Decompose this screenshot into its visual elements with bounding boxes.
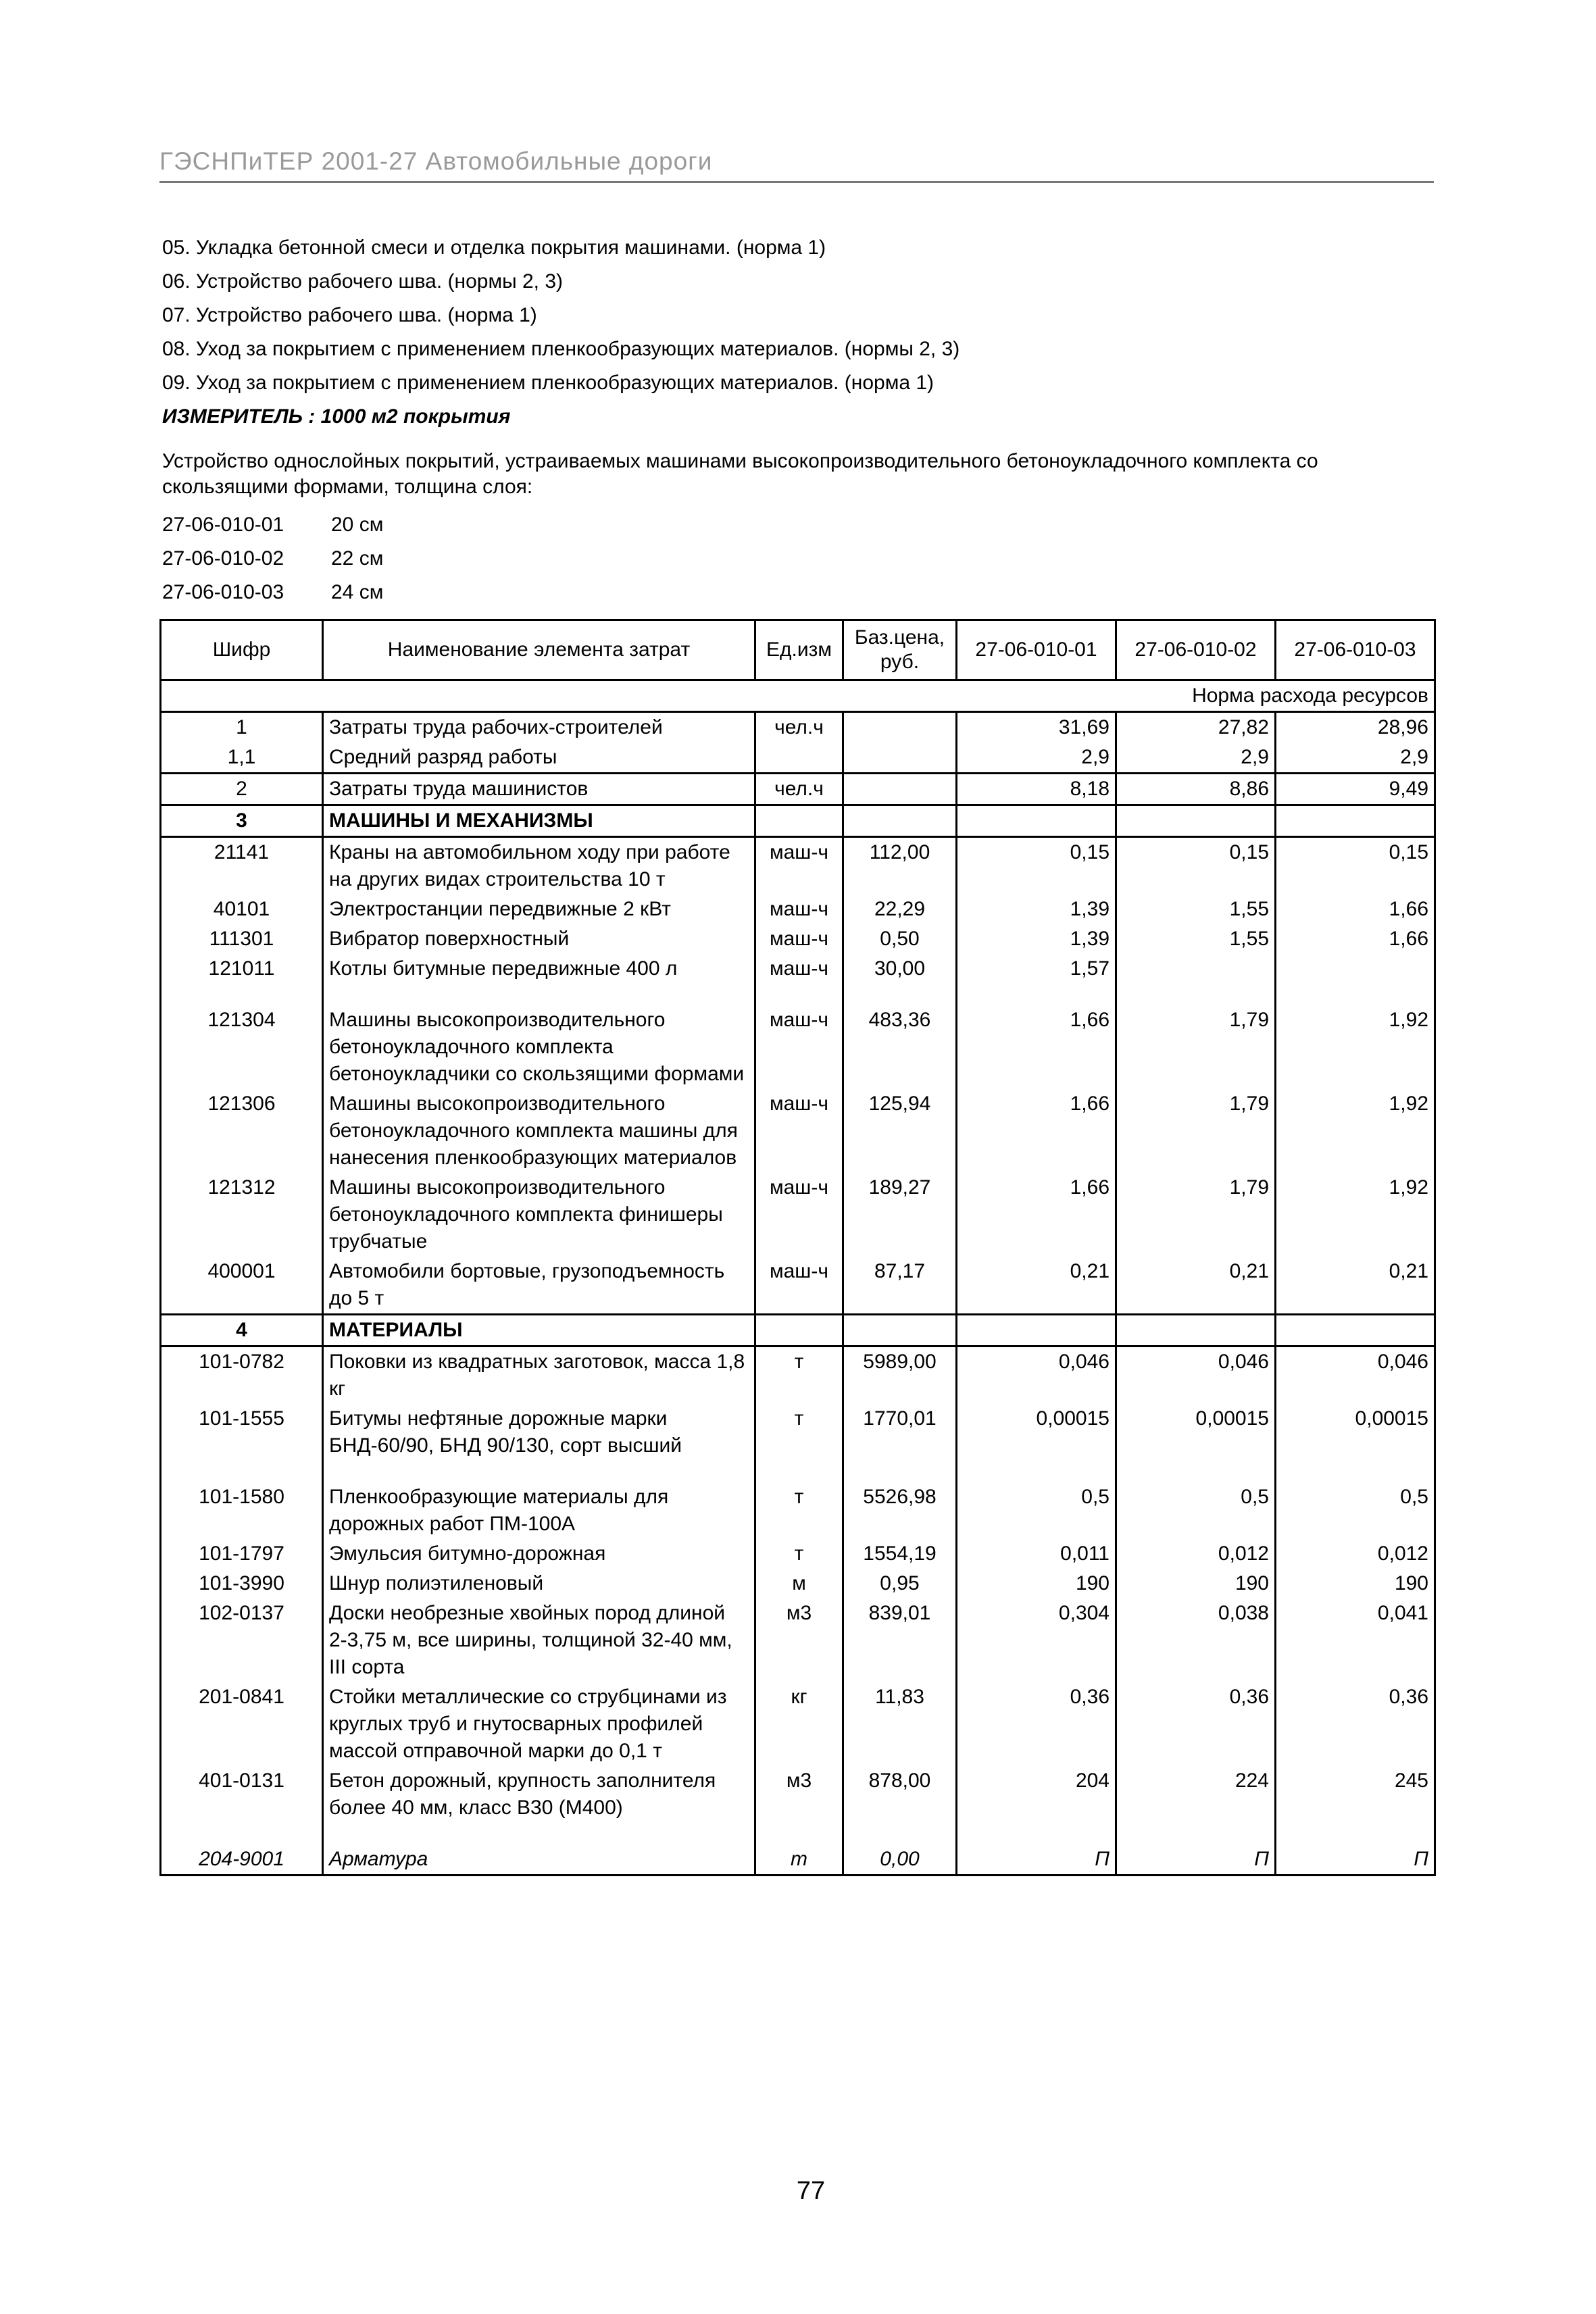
cell-unit: маш-ч [755,1173,843,1257]
cell-norm-2 [1116,954,1276,1005]
cell-code: 1 [161,712,323,743]
cell-norm-1: 0,046 [957,1347,1116,1405]
cell-norm-3: 28,96 [1276,712,1435,743]
cell-unit: маш-ч [755,1005,843,1089]
work-item: 09. Уход за покрытием с применением пленкообразующих материалов. (норма 1) [162,372,934,394]
cell-code: 400001 [161,1257,323,1315]
cell-code: 4 [161,1315,323,1347]
cell-norm-3: 1,66 [1276,924,1435,954]
cell-norm-3: П [1276,1844,1435,1876]
cell-norm-3: 0,21 [1276,1257,1435,1315]
norm-code: 27-06-010-01 [162,513,284,536]
cell-name: Автомобили бортовые, грузоподъемность до 5 т [323,1257,755,1315]
cell-unit [755,1315,843,1347]
cell-unit: м [755,1569,843,1599]
cell-code: 101-1797 [161,1539,323,1569]
table-row [161,924,1435,954]
cell-code: 111301 [161,924,323,954]
table-row [161,1347,1435,1405]
cell-norm-2: 0,36 [1116,1682,1276,1766]
intro-block [162,231,1446,609]
cell-norm-2: 224 [1116,1766,1276,1844]
cell-name: Вибратор поверхностный [323,924,755,954]
cell-name: Эмульсия битумно-дорожная [323,1539,755,1569]
cell-price: 87,17 [843,1257,957,1315]
cell-code: 1,1 [161,743,323,774]
cell-norm-2: 190 [1116,1569,1276,1599]
cell-norm-1: 0,304 [957,1599,1116,1682]
cell-norm-3: 1,92 [1276,1173,1435,1257]
layer-thickness: 24 см [331,581,384,603]
thickness-row [162,508,1446,542]
cell-norm-1: 0,15 [957,837,1116,895]
cell-norm-3 [1276,954,1435,1005]
cell-norm-2 [1116,805,1276,837]
table-row [161,1482,1435,1539]
measure-unit: ИЗМЕРИТЕЛЬ : 1000 м2 покрытия [162,405,511,428]
cell-name: Стойки металлические со струбцинами из круглых труб и гнутосварных профилей массой отправочной марки до 0,1 т [323,1682,755,1766]
cell-unit: т [755,1539,843,1569]
running-header: ГЭСНПиТЕР 2001-27 Автомобильные дороги [159,147,713,175]
cell-norm-1: 1,57 [957,954,1116,1005]
cell-code: 3 [161,805,323,837]
cell-norm-3: 0,36 [1276,1682,1435,1766]
cell-norm-2: П [1116,1844,1276,1876]
cell-name: Машины высокопроизводительного бетоноукладочного комплекта финишеры трубчатые [323,1173,755,1257]
table-row [161,895,1435,924]
cell-norm-2: 0,5 [1116,1482,1276,1539]
page-number: 77 [796,2177,826,2205]
cell-norm-2: 1,55 [1116,924,1276,954]
norm-code: 27-06-010-02 [162,547,284,570]
cell-code: 102-0137 [161,1599,323,1682]
cell-norm-1: 2,9 [957,743,1116,774]
cell-norm-1: 8,18 [957,774,1116,805]
cell-norm-3: 1,92 [1276,1089,1435,1173]
col-header-norm-2: 27-06-010-02 [1116,620,1276,680]
table-row [161,1599,1435,1682]
cell-norm-3: 9,49 [1276,774,1435,805]
cell-unit: м3 [755,1599,843,1682]
cell-name: Электростанции передвижные 2 кВт [323,895,755,924]
cell-price: 125,94 [843,1089,957,1173]
cell-norm-1 [957,1315,1116,1347]
cell-unit: т [755,1347,843,1405]
cell-norm-2: 0,012 [1116,1539,1276,1569]
cell-code: 2 [161,774,323,805]
cell-norm-1: 0,5 [957,1482,1116,1539]
cell-norm-2: 1,79 [1116,1089,1276,1173]
cell-price: 0,50 [843,924,957,954]
section-row [161,1315,1435,1347]
cell-norm-2: 1,79 [1116,1173,1276,1257]
cell-norm-1: 0,21 [957,1257,1116,1315]
cell-code: 101-1580 [161,1482,323,1539]
table-row [161,1569,1435,1599]
cell-norm-1: 1,66 [957,1005,1116,1089]
cell-unit: чел.ч [755,712,843,743]
table-row [161,1539,1435,1569]
cell-code: 121304 [161,1005,323,1089]
layer-thickness: 22 см [331,547,384,570]
cell-code: 204-9001 [161,1844,323,1876]
cell-unit: чел.ч [755,774,843,805]
cell-name: Затраты труда машинистов [323,774,755,805]
cell-norm-3: 2,9 [1276,743,1435,774]
cell-unit [755,743,843,774]
work-item: 08. Уход за покрытием с применением пленкообразующих материалов. (нормы 2, 3) [162,338,960,360]
table-row [161,712,1435,743]
cell-unit: кг [755,1682,843,1766]
cell-norm-1: 0,00015 [957,1404,1116,1482]
cell-unit: маш-ч [755,924,843,954]
cell-price: 5989,00 [843,1347,957,1405]
cell-norm-2: 0,21 [1116,1257,1276,1315]
col-header-name: Наименование элемента затрат [323,620,755,680]
cell-price: 1770,01 [843,1404,957,1482]
cell-name: Машины высокопроизводительного бетоноукладочного комплекта машины для нанесения пленкообразующих материалов [323,1089,755,1173]
cell-name: Котлы битумные передвижные 400 л [323,954,755,1005]
cell-norm-2 [1116,1315,1276,1347]
cell-norm-2: 1,79 [1116,1005,1276,1089]
cell-norm-3: 245 [1276,1766,1435,1844]
cell-norm-2: 8,86 [1116,774,1276,805]
work-item: 06. Устройство рабочего шва. (нормы 2, 3) [162,270,564,293]
cell-norm-2: 2,9 [1116,743,1276,774]
col-header-unit: Ед.изм [755,620,843,680]
cell-code: 40101 [161,895,323,924]
thickness-row [162,542,1446,576]
cell-norm-1: 0,36 [957,1682,1116,1766]
cell-code: 21141 [161,837,323,895]
col-header-norm-1: 27-06-010-01 [957,620,1116,680]
cell-norm-2: 0,046 [1116,1347,1276,1405]
cell-code: 101-3990 [161,1569,323,1599]
cell-norm-2: 0,15 [1116,837,1276,895]
table-body [161,712,1435,1876]
cell-norm-3: 190 [1276,1569,1435,1599]
header-rule [159,181,1434,183]
table-row [161,1844,1435,1876]
cell-name: Машины высокопроизводительного бетоноукладочного комплекта бетоноукладчики со скользящими формами [323,1005,755,1089]
cell-norm-1 [957,805,1116,837]
cell-name: Шнур полиэтиленовый [323,1569,755,1599]
cell-norm-2: 1,55 [1116,895,1276,924]
cell-norm-1: 1,66 [957,1173,1116,1257]
resource-norm-table [159,619,1436,1876]
cell-name: Затраты труда рабочих-строителей [323,712,755,743]
cell-norm-3: 0,15 [1276,837,1435,895]
table-row [161,1257,1435,1315]
cell-norm-2: 0,00015 [1116,1404,1276,1482]
cell-price: 483,36 [843,1005,957,1089]
cell-code: 201-0841 [161,1682,323,1766]
cell-unit: маш-ч [755,837,843,895]
cell-name: Средний разряд работы [323,743,755,774]
cell-norm-1: 0,011 [957,1539,1116,1569]
cell-name: Пленкообразующие материалы для дорожных работ ПМ-100А [323,1482,755,1539]
cell-norm-3: 0,012 [1276,1539,1435,1569]
cell-norm-2: 0,038 [1116,1599,1276,1682]
cell-price: 1554,19 [843,1539,957,1569]
cell-unit: маш-ч [755,1089,843,1173]
cell-code: 121011 [161,954,323,1005]
cell-norm-3: 1,66 [1276,895,1435,924]
table-row [161,1404,1435,1482]
cell-price: 878,00 [843,1766,957,1844]
cell-price: 839,01 [843,1599,957,1682]
table-row [161,743,1435,774]
cell-norm-3: 0,041 [1276,1599,1435,1682]
cell-price: 112,00 [843,837,957,895]
cell-norm-3 [1276,1315,1435,1347]
cell-name: Битумы нефтяные дорожные марки БНД-60/90, БНД 90/130, сорт высший [323,1404,755,1482]
cell-norm-1: П [957,1844,1116,1876]
cell-unit: маш-ч [755,1257,843,1315]
cell-name: Краны на автомобильном ходу при работе на других видах строительства 10 т [323,837,755,895]
cell-code: 121306 [161,1089,323,1173]
cell-norm-2: 27,82 [1116,712,1276,743]
cell-name: МАШИНЫ И МЕХАНИЗМЫ [323,805,755,837]
cell-unit: т [755,1482,843,1539]
table-row [161,1766,1435,1844]
cell-norm-3: 0,00015 [1276,1404,1435,1482]
cell-unit [755,805,843,837]
table-row [161,837,1435,895]
cell-norm-1: 190 [957,1569,1116,1599]
cell-price [843,712,957,743]
section-row [161,805,1435,837]
norm-caption: Норма расхода ресурсов [161,680,1435,712]
norm-caption-row [161,680,1435,712]
cell-name: Доски необрезные хвойных пород длиной 2-3,75 м, все ширины, толщиной 32-40 мм, III сорта [323,1599,755,1682]
cell-unit: маш-ч [755,954,843,1005]
thickness-row [162,576,1446,609]
work-list [162,231,1446,400]
thickness-list [162,508,1446,609]
cell-norm-1: 1,39 [957,924,1116,954]
norm-code: 27-06-010-03 [162,581,284,603]
work-item: 05. Укладка бетонной смеси и отделка покрытия машинами. (норма 1) [162,236,826,259]
table-row [161,1682,1435,1766]
norm-description: Устройство однослойных покрытий, устраиваемых машинами высокопроизводительного бетоноукладочного комплекта со скользящими формами, толщина слоя: [162,450,1318,498]
cell-code: 101-0782 [161,1347,323,1405]
cell-price: 22,29 [843,895,957,924]
col-header-price: Баз.цена, руб. [843,620,957,680]
cell-norm-3 [1276,805,1435,837]
table-row [161,1173,1435,1257]
cell-price: 30,00 [843,954,957,1005]
cell-price [843,805,957,837]
cell-name: Бетон дорожный, крупность заполнителя более 40 мм, класс В30 (М400) [323,1766,755,1844]
cell-unit: м3 [755,1766,843,1844]
col-header-code: Шифр [161,620,323,680]
cell-price: 189,27 [843,1173,957,1257]
cell-name: Поковки из квадратных заготовок, масса 1,8 кг [323,1347,755,1405]
cell-price: 11,83 [843,1682,957,1766]
cell-code: 121312 [161,1173,323,1257]
cell-norm-1: 204 [957,1766,1116,1844]
col-header-norm-3: 27-06-010-03 [1276,620,1435,680]
cell-name: МАТЕРИАЛЫ [323,1315,755,1347]
cell-price: 0,95 [843,1569,957,1599]
cell-price [843,1315,957,1347]
cell-norm-1: 31,69 [957,712,1116,743]
cell-norm-3: 1,92 [1276,1005,1435,1089]
cell-norm-3: 0,5 [1276,1482,1435,1539]
table-row [161,954,1435,1005]
cell-price: 5526,98 [843,1482,957,1539]
layer-thickness: 20 см [331,513,384,536]
cell-price [843,774,957,805]
cell-code: 101-1555 [161,1404,323,1482]
cell-code: 401-0131 [161,1766,323,1844]
cell-unit: т [755,1404,843,1482]
table-row [161,1005,1435,1089]
cell-unit: т [755,1844,843,1876]
table-row [161,1089,1435,1173]
cell-unit: маш-ч [755,895,843,924]
cell-norm-3: 0,046 [1276,1347,1435,1405]
work-item: 07. Устройство рабочего шва. (норма 1) [162,304,537,326]
cell-norm-1: 1,39 [957,895,1116,924]
table-header-row [161,620,1435,680]
cell-price: 0,00 [843,1844,957,1876]
cell-norm-1: 1,66 [957,1089,1116,1173]
cell-name: Арматура [323,1844,755,1876]
cell-price [843,743,957,774]
table-row [161,774,1435,805]
